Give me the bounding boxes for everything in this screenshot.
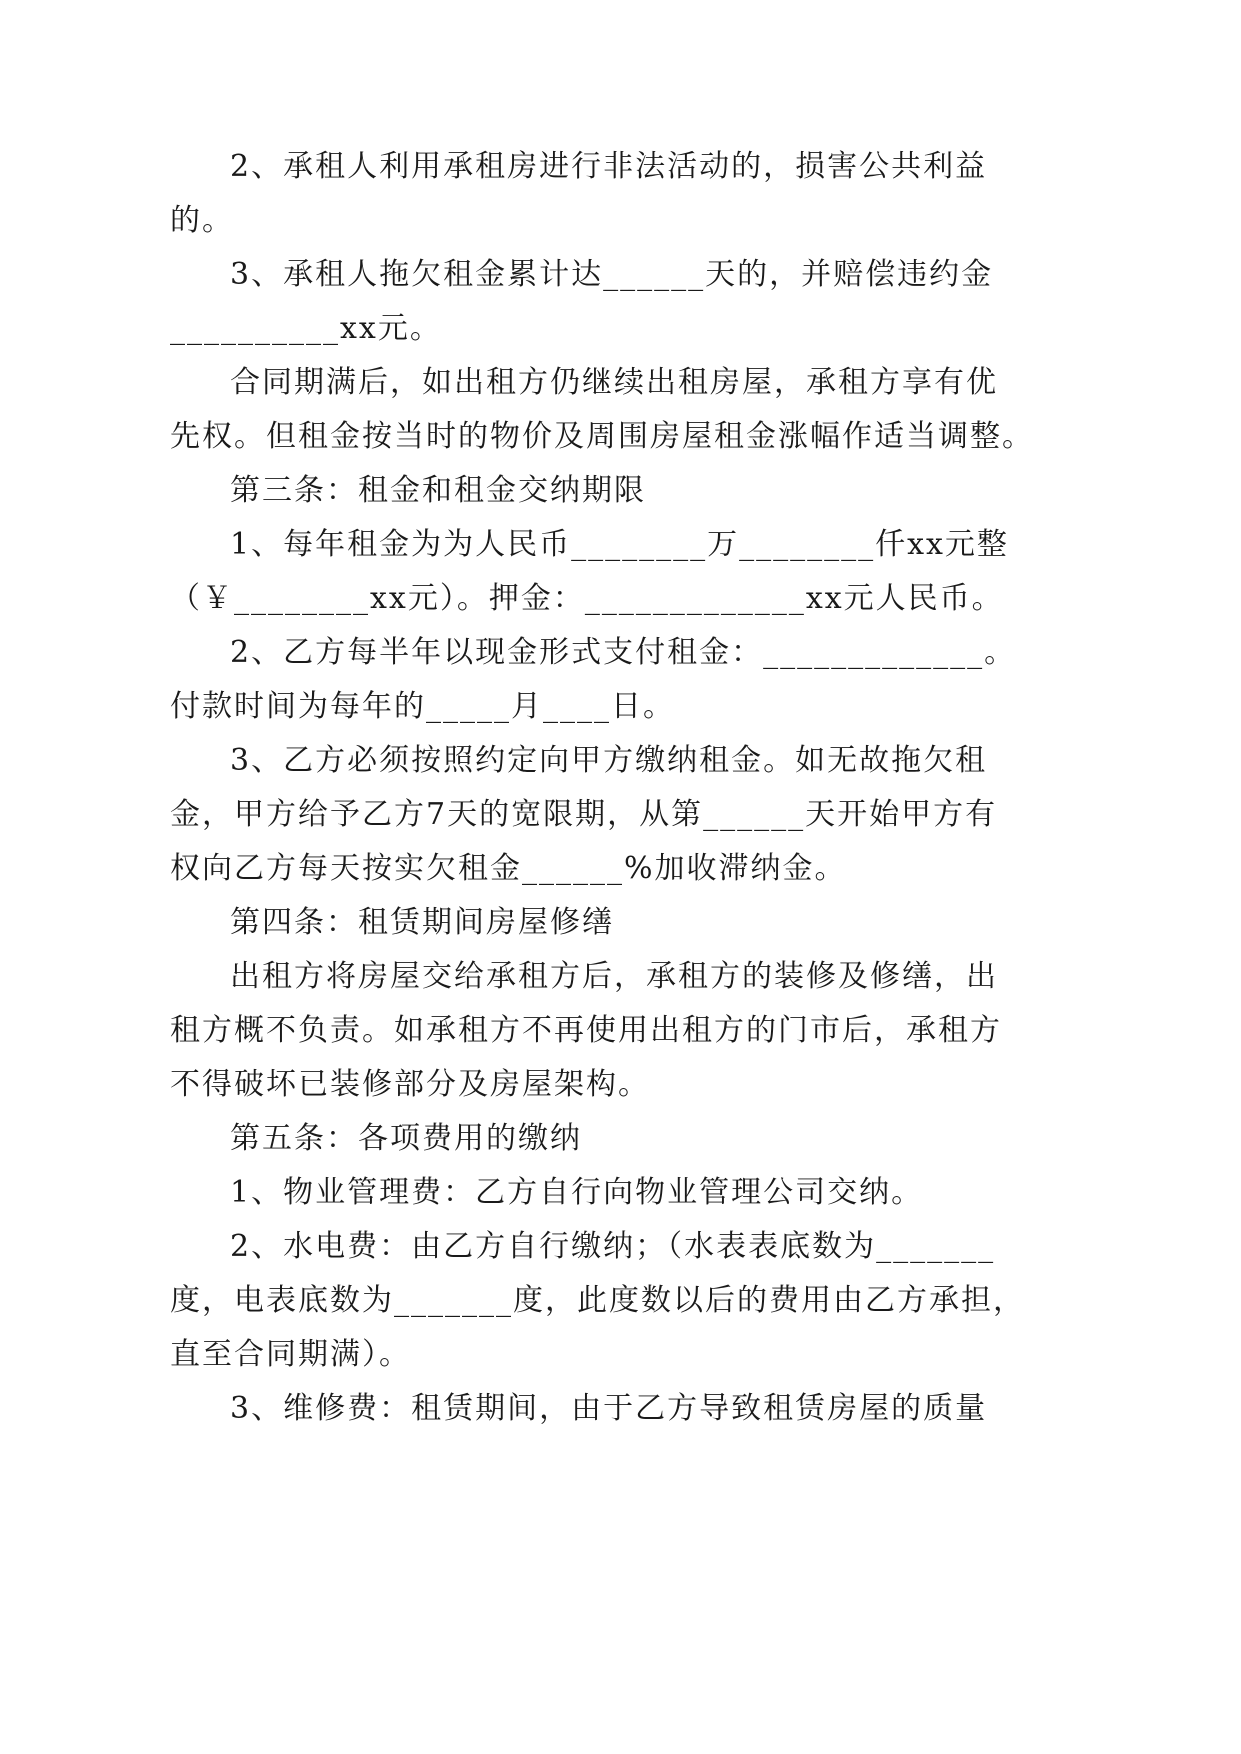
clause-text-line: 1、物业管理费：乙方自行向物业管理公司交纳。 (230, 1175, 924, 1210)
clause-text-line: 出租方将房屋交给承租方后，承租方的装修及修缮，出 (230, 959, 998, 994)
clause-text-line: 1、每年租金为为人民币________万________仟xx元整 (230, 527, 1009, 562)
clause-text-line: 3、维修费：租赁期间，由于乙方导致租赁房屋的质量 (230, 1391, 988, 1426)
clause-text-line: 权向乙方每天按实欠租金______%加收滞纳金。 (170, 851, 847, 886)
section-heading: 第五条：各项费用的缴纳 (230, 1121, 582, 1156)
clause-text-line: 2、乙方每半年以现金形式支付租金：_____________。 (230, 635, 1017, 670)
clause-text-line: 3、承租人拖欠租金累计达______天的，并赔偿违约金 (230, 257, 994, 292)
clause-text-line: （￥________xx元）。押金：_____________xx元人民币。 (170, 581, 1004, 616)
clause-text-line: 金，甲方给予乙方7天的宽限期，从第______天开始甲方有 (170, 797, 998, 832)
clause-text-line: 不得破坏已装修部分及房屋架构。 (170, 1067, 650, 1102)
section-heading: 第四条：租赁期间房屋修缮 (230, 905, 614, 940)
clause-text-line: 先权。但租金按当时的物价及周围房屋租金涨幅作适当调整。 (170, 419, 1034, 454)
clause-text-line: 直至合同期满）。 (170, 1337, 411, 1372)
clause-text-line: 2、承租人利用承租房进行非法活动的，损害公共利益 (230, 149, 988, 184)
clause-text-line: 度，电表底数为_______度，此度数以后的费用由乙方承担， (170, 1283, 1025, 1318)
clause-text-line: 租方概不负责。如承租方不再使用出租方的门市后，承租方 (170, 1013, 1002, 1048)
clause-text-line: 合同期满后，如出租方仍继续出租房屋，承租方享有优 (230, 365, 998, 400)
clause-text-line: __________xx元。 (170, 311, 442, 346)
clause-text-line: 的。 (170, 203, 234, 238)
clause-text-line: 付款时间为每年的_____月____日。 (170, 689, 675, 724)
section-heading: 第三条：租金和租金交纳期限 (230, 473, 646, 508)
clause-text-line: 3、乙方必须按照约定向甲方缴纳租金。如无故拖欠租 (230, 743, 988, 778)
clause-text-line: 2、水电费：由乙方自行缴纳；（水表表底数为_______ (230, 1229, 996, 1264)
